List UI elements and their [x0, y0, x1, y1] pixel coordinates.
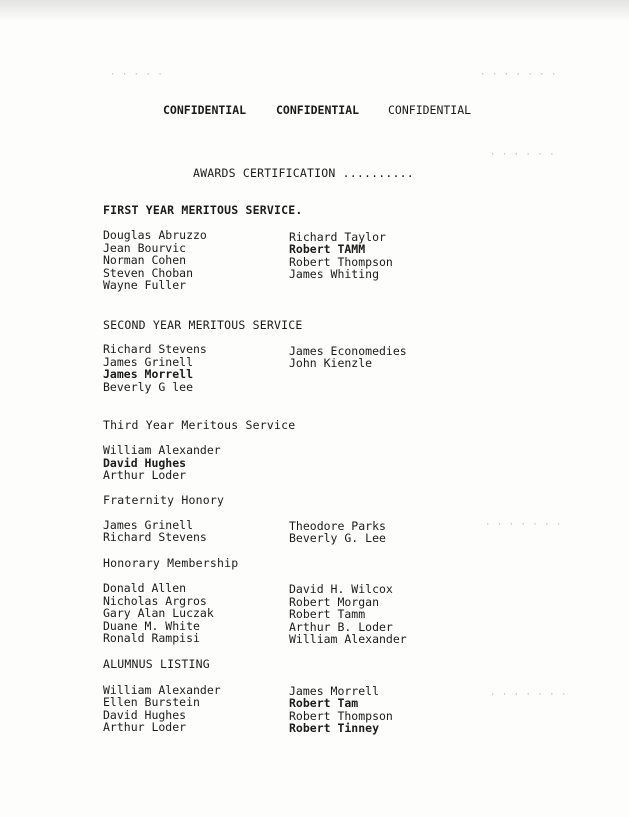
confidential-label: CONFIDENTIAL — [388, 103, 472, 117]
torn-top-edge — [0, 0, 629, 22]
list-item: James Economedies — [289, 344, 407, 358]
list-item: James Grinell — [103, 518, 194, 532]
section-heading-fraternity: Fraternity Honory — [103, 493, 225, 507]
list-item: Arthur Loder — [103, 468, 187, 482]
bleed-through-mark: · · · · · · — [490, 150, 556, 160]
section-heading-third-year: Third Year Meritous Service — [103, 418, 296, 432]
list-item: Wayne Fuller — [103, 278, 187, 292]
list-item: Beverly G lee — [103, 380, 194, 394]
list-item: David H. Wilcox — [289, 582, 393, 596]
confidential-label: CONFIDENTIAL — [276, 103, 360, 117]
list-item: Steven Choban — [103, 266, 194, 280]
section-heading-alumnus: ALUMNUS LISTING — [103, 657, 210, 671]
list-item: Robert Tam — [289, 696, 359, 710]
list-item: James Morrell — [103, 367, 194, 381]
list-item: James Whiting — [289, 267, 380, 281]
list-item: John Kienzle — [289, 356, 373, 370]
list-item: Duane M. White — [103, 619, 200, 633]
confidential-label: CONFIDENTIAL — [163, 103, 247, 117]
list-item: Douglas Abruzzo — [103, 228, 207, 242]
list-item: David Hughes — [103, 456, 187, 470]
list-item: Robert TAMM — [289, 242, 366, 256]
list-item: Nicholas Argros — [103, 594, 207, 608]
section-heading-honorary: Honorary Membership — [103, 556, 239, 570]
list-item: Ronald Rampisi — [103, 631, 200, 645]
list-item: Arthur B. Loder — [289, 620, 393, 634]
list-item: Gary Alan Luczak — [103, 606, 214, 620]
list-item: James Morrell — [289, 684, 380, 698]
list-item: William Alexander — [103, 443, 221, 457]
list-item: James Grinell — [103, 355, 194, 369]
list-item: William Alexander — [289, 632, 407, 646]
list-item: David Hughes — [103, 708, 187, 722]
bleed-through-mark: · · · · · · · — [490, 690, 567, 700]
document-title: AWARDS CERTIFICATION .......... — [193, 166, 414, 180]
list-item: Robert Thompson — [289, 709, 393, 723]
bleed-through-mark: · · · · · — [110, 70, 164, 80]
list-item: Robert Thompson — [289, 255, 393, 269]
list-item: Richard Stevens — [103, 342, 207, 356]
list-item: Richard Taylor — [289, 230, 386, 244]
bleed-through-mark: · · · · · · · — [480, 70, 557, 80]
list-item: Ellen Burstein — [103, 695, 200, 709]
list-item: Arthur Loder — [103, 720, 187, 734]
section-heading-second-year: SECOND YEAR MERITOUS SERVICE — [103, 318, 303, 332]
list-item: Donald Allen — [103, 581, 187, 595]
list-item: Richard Stevens — [103, 530, 207, 544]
list-item: Robert Morgan — [289, 595, 380, 609]
list-item: Jean Bourvic — [103, 241, 187, 255]
section-heading-first-year: FIRST YEAR MERITOUS SERVICE. — [103, 203, 303, 217]
list-item: Robert Tamm — [289, 607, 366, 621]
list-item: Theodore Parks — [289, 519, 386, 533]
list-item: Robert Tinney — [289, 721, 380, 735]
list-item: Beverly G. Lee — [289, 531, 386, 545]
bleed-through-mark: · · · · · · · — [485, 520, 562, 530]
list-item: William Alexander — [103, 683, 221, 697]
list-item: Norman Cohen — [103, 253, 187, 267]
